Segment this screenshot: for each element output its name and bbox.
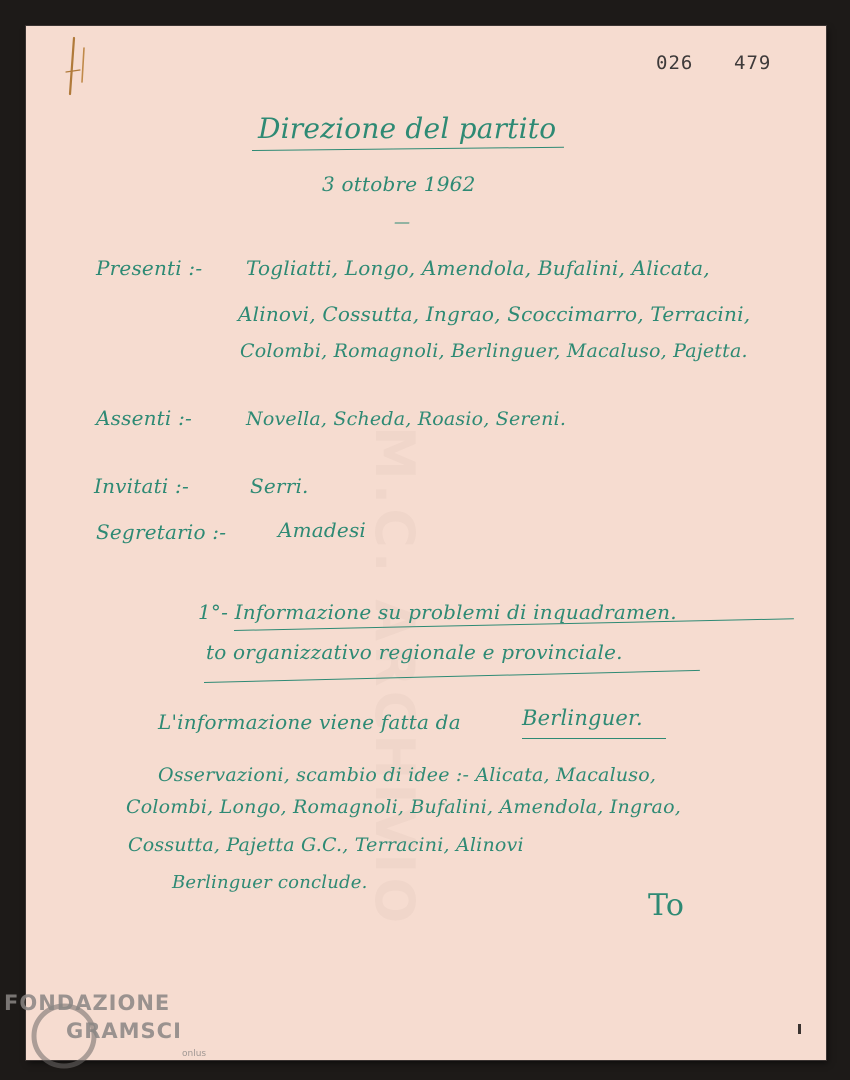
separator-dash: —	[394, 212, 411, 231]
presenti-names-line3: Colombi, Romagnoli, Berlinguer, Macaluso, Pajetta.	[240, 340, 748, 362]
discussion-line3: Cossutta, Pajetta G.C., Terracini, Alinovi	[128, 834, 524, 856]
fondazione-gramsci-logo	[0, 984, 214, 1080]
discussion-line2: Colombi, Longo, Romagnoli, Bufalini, Amendola, Ingrao,	[126, 796, 681, 818]
assenti-names: Novella, Scheda, Roasio, Sereni.	[246, 408, 567, 430]
discussion-line1: Osservazioni, scambio di idee :- Alicata, Macaluso,	[158, 764, 657, 786]
info-statement: L'informazione viene fatta da	[158, 710, 461, 734]
archive-number-right: 479	[734, 52, 772, 74]
agenda-item-underline2	[204, 670, 700, 683]
document-page	[26, 26, 826, 1060]
segretario-label: Segretario :-	[96, 520, 227, 544]
presenti-names-line1: Togliatti, Longo, Amendola, Bufalini, Alicata,	[246, 256, 710, 280]
assenti-label: Assenti :-	[96, 406, 192, 430]
logo-line1: FONDAZIONE	[4, 991, 171, 1015]
archive-number-left: 026	[656, 52, 694, 74]
signature-initials: To	[648, 888, 685, 923]
pen-mark-icon	[62, 34, 102, 100]
agenda-item-line2: to organizzativo regionale e provinciale.	[206, 640, 623, 664]
info-speaker: Berlinguer.	[522, 706, 643, 730]
invitati-names: Serri.	[250, 474, 309, 498]
segretario-name: Amadesi	[278, 518, 367, 542]
meeting-date: 3 ottobre 1962	[322, 172, 476, 196]
archive-watermark: M.C. ARCHIVIO	[363, 426, 426, 928]
presenti-label: Presenti :-	[96, 256, 203, 280]
title-underline	[252, 147, 564, 151]
invitati-label: Invitati :-	[94, 474, 189, 498]
conclusion-line: Berlinguer conclude.	[172, 872, 368, 893]
info-speaker-underline	[522, 738, 666, 739]
logo-sub: onlus	[182, 1049, 207, 1059]
page-title: Direzione del partito	[258, 112, 557, 145]
logo-line2: GRAMSCI	[66, 1019, 182, 1043]
presenti-names-line2: Alinovi, Cossutta, Ingrao, Scoccimarro, Terracini,	[238, 302, 751, 326]
agenda-item-line1: 1°- Informazione su problemi di inquadramen.	[198, 600, 677, 624]
corner-mark	[798, 1024, 801, 1034]
